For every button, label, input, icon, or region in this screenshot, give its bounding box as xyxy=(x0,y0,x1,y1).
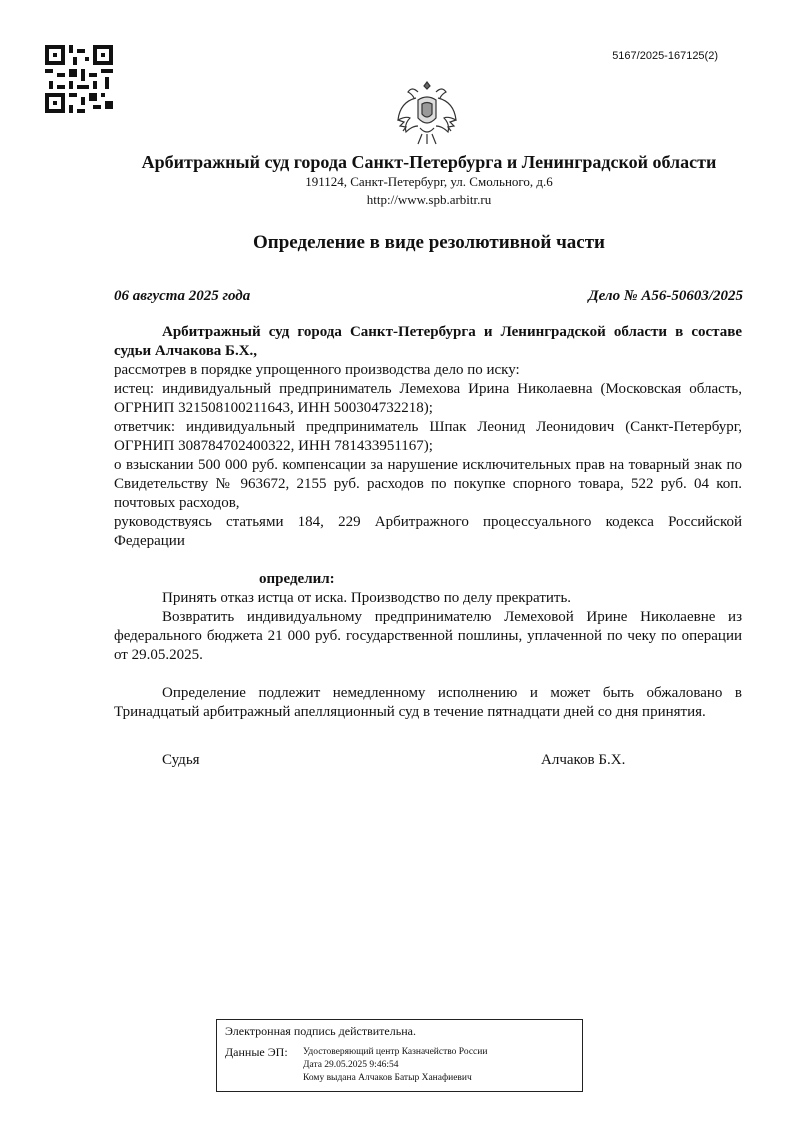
document-title: Определение в виде резолютивной части xyxy=(252,232,606,253)
signature-role: Судья xyxy=(162,752,200,768)
spacer xyxy=(114,722,742,741)
e-signature-date: Дата 29.05.2025 9:46:54 xyxy=(303,1060,399,1070)
qr-code xyxy=(45,45,113,113)
document-body xyxy=(114,323,742,770)
considered-paragraph: рассмотрев в порядке упрощенного производства дело по иску: xyxy=(114,362,520,378)
signature-name: Алчаков Б.Х. xyxy=(541,752,626,768)
plaintiff-paragraph: истец: индивидуальный предприниматель Лемехова Ирина Николаевна (Московская область, ОГРНИП 321508100211643, ИНН 500304732218); xyxy=(114,381,742,416)
e-signature-stamp xyxy=(216,1019,583,1092)
defendant-paragraph: ответчик: индивидуальный предприниматель Шпак Леонид Леонидович (Санкт-Петербург, ОГРНИП 308784702400322, ИНН 781433951167); xyxy=(114,419,742,454)
court-website: http://www.spb.arbitr.ru xyxy=(366,192,492,207)
appeal-paragraph: Определение подлежит немедленному исполнению и может быть обжаловано в Тринадцатый арбитражный апелляционный суд в течение пятнадцати дней со дня принятия. xyxy=(114,685,742,720)
document-date: 06 августа 2025 года xyxy=(114,288,251,304)
ruling-paragraph-1: Принять отказ истца от иска. Производство по делу прекратить. xyxy=(162,590,572,606)
coat-of-arms-icon xyxy=(394,78,460,148)
case-number: Дело № А56-50603/2025 xyxy=(588,288,743,304)
e-signature-center: Удостоверяющий центр Казначейство России xyxy=(303,1047,488,1057)
e-signature-issued-to: Кому выдана Алчаков Батыр Ханафиевич xyxy=(303,1073,472,1083)
intro-paragraph: Арбитражный суд города Санкт-Петербурга и Ленинградской области в составе судьи Алчакова Б.Х., xyxy=(114,324,742,359)
court-address-block xyxy=(0,173,800,209)
document-id: 5167/2025-167125(2) xyxy=(612,50,718,62)
court-name: Арбитражный суд города Санкт-Петербурга и Ленинградской области xyxy=(141,152,717,172)
guided-paragraph: руководствуясь статьями 184, 229 Арбитражного процессуального кодекса Российской Федерации xyxy=(114,514,742,549)
e-signature-valid: Электронная подпись действительна. xyxy=(225,1024,416,1038)
decided-heading: определил: xyxy=(259,571,335,587)
ruling-paragraph-2: Возвратить индивидуальному предпринимателю Лемеховой Ирине Николаевне из федерального бюджета 21 000 руб. государственной пошлины, уплаченной по чеку по операции от 29.05.2025. xyxy=(114,609,742,663)
court-address: 191124, Санкт-Петербург, ул. Смольного, д.6 xyxy=(305,174,553,189)
e-signature-label: Данные ЭП: xyxy=(225,1045,288,1059)
claim-paragraph: о взыскании 500 000 руб. компенсации за нарушение исключительных прав на товарный знак по Свидетельству № 963672, 2155 руб. расходов по покупке спорного товара, 522 руб. 04 коп. почтовых расходов, xyxy=(114,457,742,511)
spacer xyxy=(114,665,742,684)
signature-line xyxy=(114,751,742,770)
e-signature-info xyxy=(303,1046,487,1085)
